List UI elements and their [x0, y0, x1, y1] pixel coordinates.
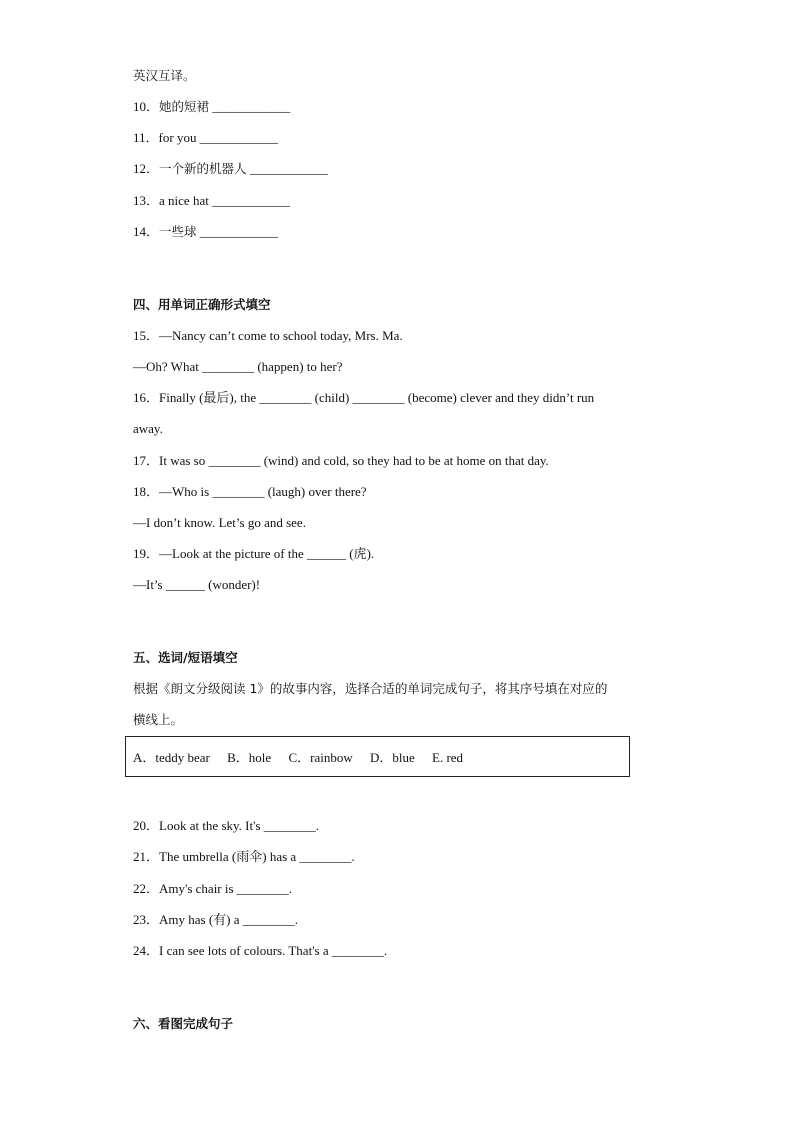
question-number: 13． [133, 193, 160, 208]
section5-heading: 五、选词/短语填空 [133, 650, 238, 665]
question-18-line-2: —I don’t know. Let’s go and see. [133, 515, 306, 530]
question-16-line-2: away. [133, 421, 163, 436]
question-text: 她的短裙 [159, 99, 210, 114]
question-16-line-1: 16．Finally (最后), the ________ (child) ________ (become) clever and they didn’t run [133, 390, 595, 405]
answer-blank[interactable]: ____________ [249, 161, 328, 176]
question-22: 22．Amy's chair is ________. [133, 881, 293, 896]
section5-instruction-line-2: 横线上。 [133, 712, 184, 727]
question-23: 23．Amy has (有) a ________. [133, 912, 299, 927]
question-text: a nice hat [159, 193, 209, 208]
question-24: 24．I can see lots of colours. That's a ________. [133, 943, 388, 958]
option-c: C．rainbow [288, 750, 353, 765]
question-19-line-2: —It’s ______ (wonder)! [133, 577, 261, 592]
question-number: 14． [133, 224, 160, 239]
question-text: for you [158, 130, 197, 145]
section5-instruction-line-1: 根据《朗文分级阅读 1》的故事内容，选择合适的单词完成句子，将其序号填在对应的 [133, 681, 608, 696]
question-14 [133, 224, 278, 240]
option-e: E. red [432, 750, 464, 765]
section4-heading: 四、用单词正确形式填空 [133, 297, 271, 312]
question-19-line-1: 19．—Look at the picture of the ______ (虎). [133, 546, 375, 561]
section3-intro: 英汉互译。 [133, 68, 196, 83]
question-15-line-1: 15．—Nancy can’t come to school today, Mrs. Ma. [133, 328, 403, 343]
question-10 [133, 99, 290, 115]
word-options [133, 750, 477, 766]
question-number: 10． [133, 99, 160, 114]
word-options-box [125, 736, 630, 777]
question-text: 一个新的机器人 [159, 161, 247, 176]
answer-blank[interactable]: ____________ [199, 224, 278, 239]
question-11 [133, 130, 278, 146]
question-number: 12． [133, 161, 160, 176]
question-17: 17．It was so ________ (wind) and cold, so they had to be at home on that day. [133, 453, 549, 468]
question-12 [133, 161, 328, 177]
option-b: B．hole [227, 750, 272, 765]
answer-blank[interactable]: ____________ [199, 130, 278, 145]
question-20: 20．Look at the sky. It's ________. [133, 818, 320, 833]
question-number: 11． [133, 130, 159, 145]
option-a: A．teddy bear [133, 750, 210, 765]
section6-heading: 六、看图完成句子 [133, 1016, 234, 1031]
question-text: 一些球 [159, 224, 197, 239]
question-15-line-2: —Oh? What ________ (happen) to her? [133, 359, 343, 374]
answer-blank[interactable]: ____________ [212, 99, 291, 114]
answer-blank[interactable]: ____________ [212, 193, 291, 208]
question-21: 21．The umbrella (雨伞) has a ________. [133, 849, 355, 864]
option-d: D．blue [369, 750, 415, 765]
question-13 [133, 193, 290, 209]
question-18-line-1: 18．—Who is ________ (laugh) over there? [133, 484, 367, 499]
